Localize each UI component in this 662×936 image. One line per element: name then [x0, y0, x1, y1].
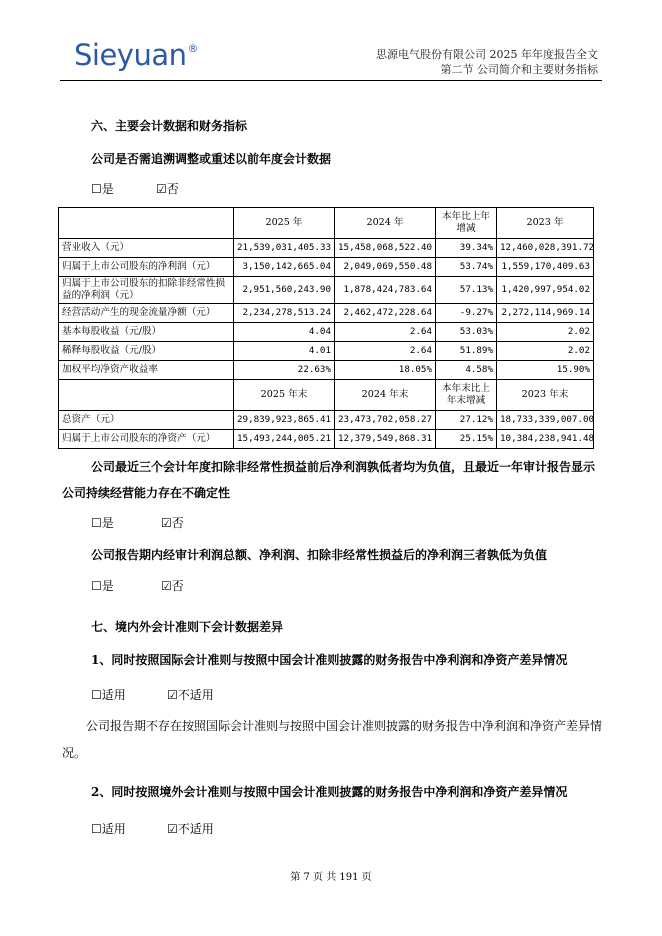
table-header-cell: 2024 年: [335, 208, 436, 239]
table-header-cell: 2024 年末: [335, 380, 436, 411]
company-logo: [74, 38, 198, 72]
value-cell: 10,384,238,941.48: [497, 430, 594, 449]
header-report-title: 思源电气股份有限公司 2025 年年度报告全文: [376, 48, 598, 61]
table-header-cell: [59, 380, 234, 411]
row-label-cell: 稀释每股收益（元/股）: [59, 342, 234, 361]
value-cell: 4.04: [234, 323, 335, 342]
table-row: [59, 258, 594, 277]
value-cell: 2.02: [497, 342, 594, 361]
value-cell: -9.27%: [436, 304, 497, 323]
section-7-title: 七、境内外会计准则下会计数据差异: [91, 620, 284, 634]
value-cell: 18.05%: [335, 361, 436, 380]
table-header-cell: 本年末比上年末增减: [436, 380, 497, 411]
ifrs-not-applicable-checkbox[interactable]: ☑不适用: [167, 688, 214, 702]
value-cell: 4.01: [234, 342, 335, 361]
value-cell: 1,420,997,954.02: [497, 277, 594, 304]
value-cell: 2,272,114,969.14: [497, 304, 594, 323]
restatement-question: 公司是否需追溯调整或重述以前年度会计数据: [91, 152, 332, 166]
value-cell: 15,458,068,522.40: [335, 239, 436, 258]
value-cell: 2.02: [497, 323, 594, 342]
value-cell: 51.89%: [436, 342, 497, 361]
table-header-cell: 本年比上年增减: [436, 208, 497, 239]
value-cell: 1,559,170,409.63: [497, 258, 594, 277]
table-header-row: [59, 208, 594, 239]
negative-profit-yes-checkbox[interactable]: ☐是: [91, 579, 114, 593]
table-header-cell: 2023 年末: [497, 380, 594, 411]
row-label-cell: 经营活动产生的现金流量净额（元）: [59, 304, 234, 323]
value-cell: 22.63%: [234, 361, 335, 380]
table-row: [59, 430, 594, 449]
ifrs-difference-heading: 1、同时按照国际会计准则与按照中国会计准则披露的财务报告中净利润和净资产差异情况: [91, 653, 568, 667]
value-cell: 25.15%: [436, 430, 497, 449]
value-cell: 29,839,923,865.41: [234, 411, 335, 430]
value-cell: 39.34%: [436, 239, 497, 258]
negative-profit-question: 公司报告期内经审计利润总额、净利润、扣除非经常性损益后的净利润三者孰低为负值: [91, 548, 548, 562]
page-number: 第 7 页 共 191 页: [290, 872, 372, 883]
value-cell: 27.12%: [436, 411, 497, 430]
restatement-yes-checkbox[interactable]: ☐是: [91, 182, 114, 196]
value-cell: 1,878,424,783.64: [335, 277, 436, 304]
header-divider: [60, 80, 602, 81]
section-6-title: 六、主要会计数据和财务指标: [91, 119, 248, 133]
overseas-difference-heading: 2、同时按照境外会计准则与按照中国会计准则披露的财务报告中净利润和净资产差异情况: [91, 785, 568, 799]
value-cell: 18,733,339,007.00: [497, 411, 594, 430]
ifrs-applicable-checkbox[interactable]: ☐适用: [91, 688, 126, 702]
value-cell: 4.58%: [436, 361, 497, 380]
row-label-cell: 归属于上市公司股东的扣除非经常性损益的净利润（元）: [59, 277, 234, 304]
going-concern-no-checkbox[interactable]: ☑否: [161, 516, 184, 530]
restatement-no-checkbox[interactable]: ☑否: [156, 182, 179, 196]
row-label-cell: 基本每股收益（元/股）: [59, 323, 234, 342]
ifrs-statement-line2: 况。: [62, 746, 87, 760]
table-row: [59, 304, 594, 323]
row-label-cell: 总资产（元）: [59, 411, 234, 430]
financial-data-table: [58, 207, 594, 449]
value-cell: 12,379,549,868.31: [335, 430, 436, 449]
table-row: [59, 323, 594, 342]
value-cell: 57.13%: [436, 277, 497, 304]
table-row: [59, 361, 594, 380]
table-header-cell: [59, 208, 234, 239]
page-header: [376, 47, 598, 77]
table-row: [59, 342, 594, 361]
value-cell: 12,460,028,391.72: [497, 239, 594, 258]
value-cell: 2.64: [335, 323, 436, 342]
table-row: [59, 239, 594, 258]
value-cell: 53.03%: [436, 323, 497, 342]
overseas-applicable-checkbox[interactable]: ☐适用: [91, 822, 126, 836]
value-cell: 21,539,031,405.33: [234, 239, 335, 258]
table-header-cell: 2025 年: [234, 208, 335, 239]
table-row: [59, 277, 594, 304]
value-cell: 2,951,560,243.90: [234, 277, 335, 304]
header-section-title: 第二节 公司简介和主要财务指标: [440, 63, 598, 76]
negative-profit-no-checkbox[interactable]: ☑否: [161, 579, 184, 593]
table-header-row-year-end: [59, 380, 594, 411]
value-cell: 2,462,472,228.64: [335, 304, 436, 323]
row-label-cell: 营业收入（元）: [59, 239, 234, 258]
value-cell: 2,049,069,550.48: [335, 258, 436, 277]
value-cell: 15.90%: [497, 361, 594, 380]
table-header-cell: 2023 年: [497, 208, 594, 239]
overseas-not-applicable-checkbox[interactable]: ☑不适用: [167, 822, 214, 836]
row-label-cell: 归属于上市公司股东的净资产（元）: [59, 430, 234, 449]
value-cell: 53.74%: [436, 258, 497, 277]
table-header-cell: 2025 年末: [234, 380, 335, 411]
row-label-cell: 加权平均净资产收益率: [59, 361, 234, 380]
row-label-cell: 归属于上市公司股东的净利润（元）: [59, 258, 234, 277]
going-concern-question-line1: 公司最近三个会计年度扣除非经常性损益前后净利润孰低者均为负值，且最近一年审计报告显示: [91, 460, 596, 474]
value-cell: 23,473,702,058.27: [335, 411, 436, 430]
ifrs-statement-line1: 公司报告期不存在按照国际会计准则与按照中国会计准则披露的财务报告中净利润和净资产差异情: [86, 719, 603, 733]
going-concern-question-line2: 公司持续经营能力存在不确定性: [62, 486, 231, 500]
registered-mark: ®: [187, 42, 198, 55]
value-cell: 15,493,244,005.21: [234, 430, 335, 449]
logo-text: Sieyuan: [74, 38, 187, 72]
value-cell: 2.64: [335, 342, 436, 361]
value-cell: 3,150,142,665.04: [234, 258, 335, 277]
going-concern-yes-checkbox[interactable]: ☐是: [91, 516, 114, 530]
table-row: [59, 411, 594, 430]
value-cell: 2,234,278,513.24: [234, 304, 335, 323]
